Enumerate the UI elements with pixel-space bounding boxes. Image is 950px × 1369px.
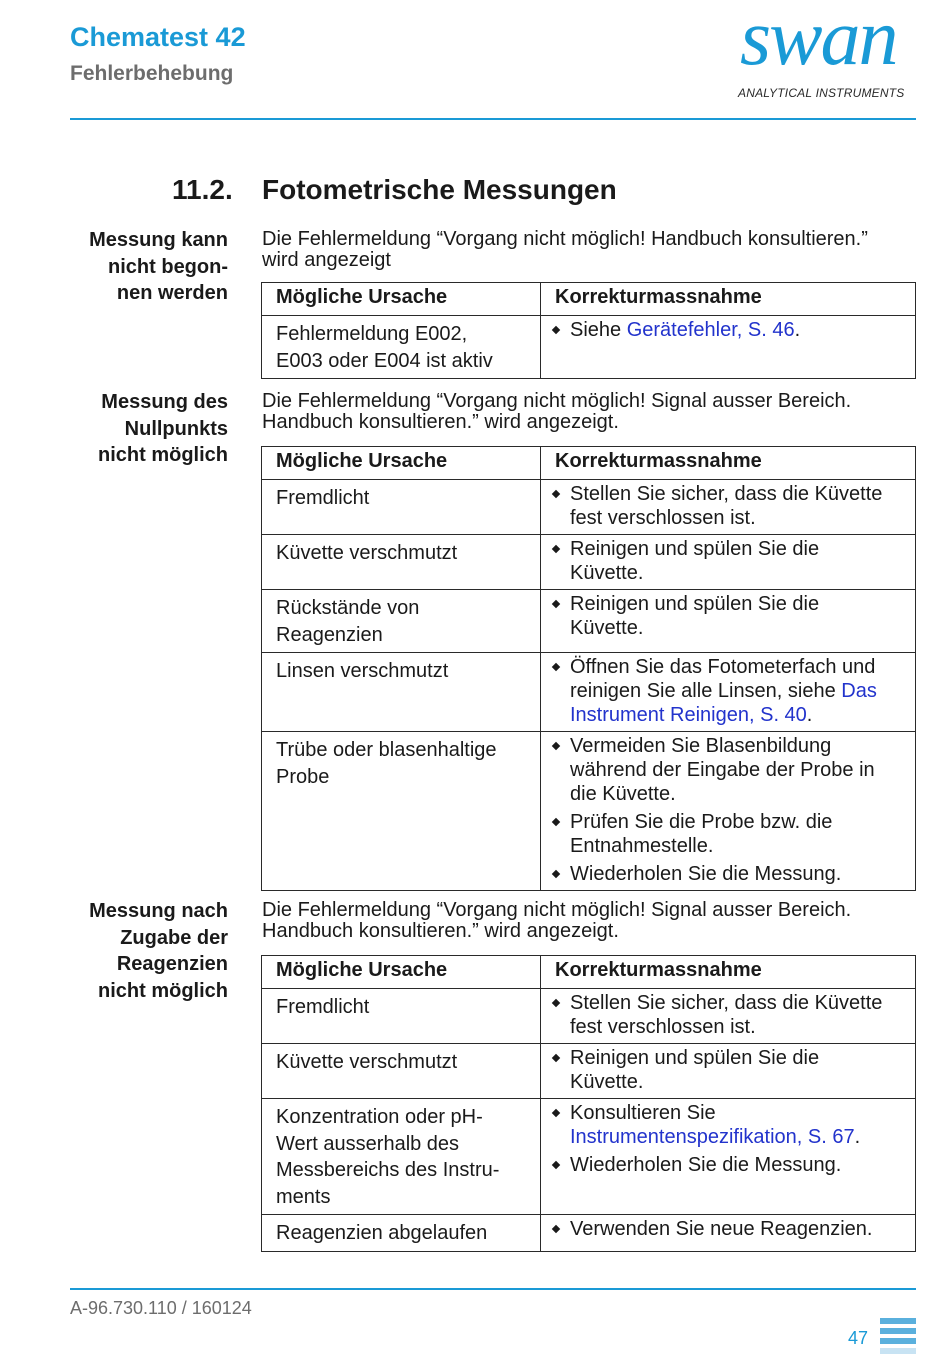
action-text: . <box>794 319 801 341</box>
action-text: Stellen Sie sicher, dass die Küvette <box>570 992 883 1014</box>
action-cell <box>541 1099 916 1215</box>
intro-line: wird angezeigt <box>262 249 391 271</box>
cause-line: Rückstände von <box>276 597 420 619</box>
logo-tagline: ANALYTICAL INSTRUMENTS <box>738 86 905 100</box>
action-text: Öffnen Sie das Fotometerfach und <box>570 656 876 678</box>
table-row <box>262 316 916 379</box>
action-text: Konsultieren Sie <box>570 1102 716 1124</box>
page-number: 47 <box>848 1328 869 1348</box>
action-item <box>551 810 909 858</box>
cause-line: Küvette verschmutzt <box>276 1051 458 1073</box>
table-row <box>262 590 916 653</box>
bullet-diamond-icon <box>552 818 560 826</box>
cause-text <box>262 1099 540 1214</box>
action-cell <box>541 1044 916 1099</box>
cause-cell <box>262 989 541 1044</box>
cross-reference-link[interactable]: Das <box>841 680 877 702</box>
action-item <box>551 1217 909 1241</box>
bullet-diamond-icon <box>552 1054 560 1062</box>
action-text: Reinigen und spülen Sie die <box>570 538 820 560</box>
error-condition-label <box>40 389 228 469</box>
section-title: Fotometrische Messungen <box>262 174 617 205</box>
error-condition-line: nicht möglich <box>98 444 228 466</box>
header-divider <box>70 118 916 120</box>
column-header-label: Mögliche Ursache <box>276 959 448 981</box>
intro-line: Die Fehlermeldung “Vorgang nicht möglich! Signal ausser Bereich. <box>262 899 852 921</box>
cross-reference-link[interactable]: Gerätefehler, S. 46 <box>626 319 795 341</box>
cause-line: Reagenzien abgelaufen <box>276 1222 488 1244</box>
action-cell <box>541 480 916 535</box>
action-cell <box>541 316 916 379</box>
action-text: Stellen Sie sicher, dass die Küvette <box>570 483 883 505</box>
cause-line: Wert ausserhalb des <box>276 1132 460 1155</box>
error-condition-line: nen werden <box>116 282 228 304</box>
cause-cell <box>262 316 541 379</box>
action-item <box>551 1046 909 1094</box>
action-list <box>541 1215 915 1245</box>
cross-reference-link[interactable]: Instrumentenspezifikation, S. 67 <box>570 1126 855 1148</box>
cause-text <box>262 989 540 1025</box>
action-text: Küvette. <box>570 617 644 639</box>
cause-cell <box>262 480 541 535</box>
cause-line: Probe <box>276 765 330 788</box>
error-condition-label <box>40 227 228 307</box>
action-text: Prüfen Sie die Probe bzw. die <box>570 811 833 833</box>
action-item <box>551 862 909 886</box>
action-list <box>541 989 915 1043</box>
action-list <box>541 653 915 731</box>
intro-line: Handbuch konsultieren.” wird angezeigt. <box>262 920 619 942</box>
action-cell <box>541 590 916 653</box>
bullet-diamond-icon <box>552 1225 560 1233</box>
error-condition-label <box>40 898 228 1004</box>
error-condition-line: Nullpunkts <box>124 417 228 440</box>
column-header-label: Korrekturmassnahme <box>555 959 762 981</box>
action-text: Entnahmestelle. <box>570 835 714 857</box>
action-cell <box>541 653 916 732</box>
action-item <box>551 1153 909 1177</box>
cause-line: Trübe oder blasenhaltige <box>276 739 497 761</box>
action-item <box>551 318 909 342</box>
bullet-diamond-icon <box>552 545 560 553</box>
document-id: A-96.730.110 / 160124 <box>70 1298 252 1318</box>
action-cell <box>541 535 916 590</box>
page-marker-bars <box>880 1318 916 1358</box>
cross-reference-link[interactable]: Instrument Reinigen, S. 40 <box>570 704 807 726</box>
column-header-action <box>541 956 916 989</box>
action-text: fest verschlossen ist. <box>570 1016 756 1038</box>
intro-line: Die Fehlermeldung “Vorgang nicht möglich! Signal ausser Bereich. <box>262 390 852 412</box>
section-number: 11.2. <box>172 174 233 205</box>
error-condition-line: Reagenzien <box>116 953 228 975</box>
table-row <box>262 989 916 1044</box>
cause-text <box>262 590 540 652</box>
action-text: fest verschlossen ist. <box>570 507 756 529</box>
bullet-diamond-icon <box>552 742 560 750</box>
action-cell <box>541 989 916 1044</box>
table-row <box>262 1099 916 1215</box>
action-text: Küvette. <box>570 1071 644 1093</box>
cause-cell <box>262 1215 541 1252</box>
cause-cell <box>262 535 541 590</box>
bullet-diamond-icon <box>552 1161 560 1169</box>
cause-text <box>262 732 540 794</box>
action-text: Wiederholen Sie die Messung. <box>570 863 842 885</box>
action-item <box>551 482 909 530</box>
cause-line: Reagenzien <box>276 623 383 646</box>
bullet-diamond-icon <box>552 663 560 671</box>
action-text: Siehe <box>570 319 627 341</box>
cause-line: Fremdlicht <box>276 487 370 509</box>
action-item <box>551 1101 909 1149</box>
action-text: reinigen Sie alle Linsen, siehe <box>570 680 842 702</box>
action-text: Verwenden Sie neue Reagenzien. <box>570 1218 873 1240</box>
bullet-diamond-icon <box>552 999 560 1007</box>
troubleshooting-table <box>261 446 916 891</box>
cause-cell <box>262 732 541 891</box>
error-condition-line: Messung des <box>101 391 228 413</box>
bullet-diamond-icon <box>552 870 560 878</box>
bullet-diamond-icon <box>552 600 560 608</box>
cause-line: Küvette verschmutzt <box>276 542 458 564</box>
cause-cell <box>262 1099 541 1215</box>
column-header-cause <box>262 447 541 480</box>
table-row <box>262 732 916 891</box>
troubleshooting-table <box>261 282 916 379</box>
table-row <box>262 1215 916 1252</box>
error-message-intro <box>262 229 912 271</box>
cause-text <box>262 480 540 516</box>
action-list <box>541 1044 915 1098</box>
action-text: während der Eingabe der Probe in <box>570 759 875 781</box>
error-condition-line: Messung nach <box>89 900 228 922</box>
action-cell <box>541 1215 916 1252</box>
action-text: Vermeiden Sie Blasenbildung <box>570 735 832 757</box>
action-text: Küvette. <box>570 562 644 584</box>
bullet-diamond-icon <box>552 490 560 498</box>
action-list <box>541 1099 915 1181</box>
cause-line: Fehlermeldung E002, <box>276 323 468 345</box>
action-list <box>541 535 915 589</box>
column-header-label: Korrekturmassnahme <box>555 450 762 472</box>
document-subtitle: Fehlerbehebung <box>70 62 234 85</box>
intro-line: Die Fehlermeldung “Vorgang nicht möglich! Handbuch konsultieren.” <box>262 228 868 250</box>
column-header-cause <box>262 283 541 316</box>
cause-line: Fremdlicht <box>276 996 370 1018</box>
action-item <box>551 991 909 1039</box>
action-list <box>541 480 915 534</box>
action-text: . <box>854 1126 861 1148</box>
error-condition-line: Messung kann <box>89 229 228 251</box>
action-item <box>551 734 909 806</box>
cause-line: Konzentration oder pH- <box>276 1106 483 1128</box>
cause-line: Linsen verschmutzt <box>276 660 449 682</box>
action-text: . <box>806 704 813 726</box>
error-condition-line: nicht möglich <box>98 979 228 1002</box>
action-list <box>541 732 915 890</box>
cause-cell <box>262 1044 541 1099</box>
column-header-action <box>541 283 916 316</box>
cause-line: ments <box>276 1185 331 1208</box>
cause-cell <box>262 653 541 732</box>
bullet-diamond-icon <box>552 1109 560 1117</box>
column-header-action <box>541 447 916 480</box>
table-header-row <box>262 447 916 480</box>
table-row <box>262 535 916 590</box>
error-message-intro <box>262 391 912 433</box>
action-list <box>541 316 915 346</box>
action-cell <box>541 732 916 891</box>
footer-divider <box>70 1288 916 1290</box>
action-item <box>551 537 909 585</box>
action-item <box>551 655 909 727</box>
document-title: Chematest 42 <box>70 22 246 52</box>
column-header-cause <box>262 956 541 989</box>
bullet-diamond-icon <box>552 326 560 334</box>
action-text: Wiederholen Sie die Messung. <box>570 1154 842 1176</box>
action-text: die Küvette. <box>570 783 676 805</box>
action-text: Reinigen und spülen Sie die <box>570 1047 820 1069</box>
table-row <box>262 653 916 732</box>
cause-text <box>262 535 540 571</box>
cause-text <box>262 1215 540 1251</box>
action-item <box>551 592 909 640</box>
cause-text <box>262 653 540 689</box>
action-list <box>541 590 915 644</box>
table-row <box>262 480 916 535</box>
column-header-label: Mögliche Ursache <box>276 450 448 472</box>
error-message-intro <box>262 900 912 942</box>
cause-line: Messbereichs des Instru- <box>276 1159 500 1181</box>
table-header-row <box>262 283 916 316</box>
error-condition-line: Zugabe der <box>120 926 228 949</box>
cause-cell <box>262 590 541 653</box>
troubleshooting-table <box>261 955 916 1252</box>
table-row <box>262 1044 916 1099</box>
table-header-row <box>262 956 916 989</box>
cause-text <box>262 316 540 378</box>
column-header-label: Mögliche Ursache <box>276 286 448 308</box>
error-condition-line: nicht begon- <box>108 255 228 278</box>
action-text: Reinigen und spülen Sie die <box>570 593 820 615</box>
cause-text <box>262 1044 540 1080</box>
brand-logo <box>736 0 920 104</box>
column-header-label: Korrekturmassnahme <box>555 286 762 308</box>
intro-line: Handbuch konsultieren.” wird angezeigt. <box>262 411 619 433</box>
logo-wordmark: swan <box>740 0 897 82</box>
cause-line: E003 oder E004 ist aktiv <box>276 349 493 372</box>
